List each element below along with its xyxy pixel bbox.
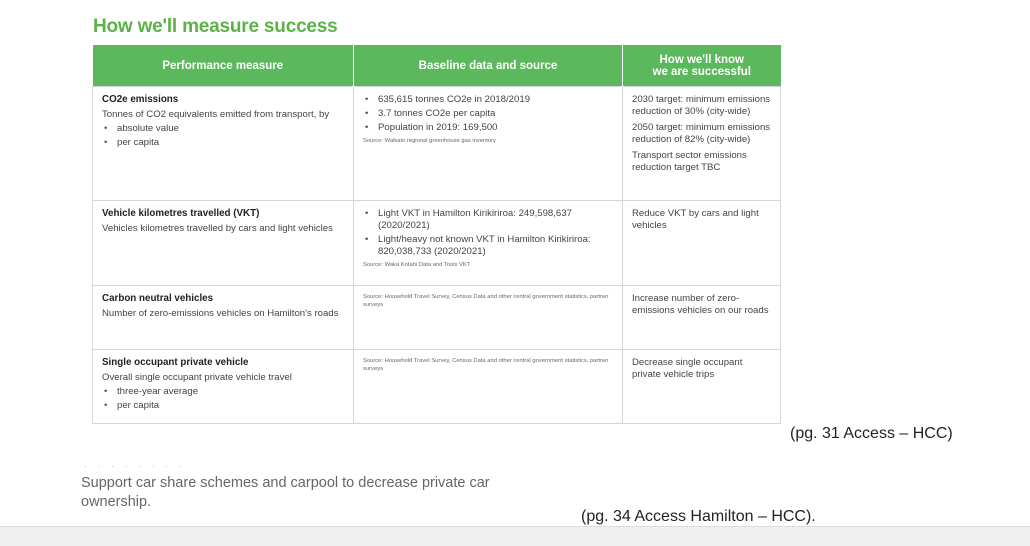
cropped-text-fragment: · · · · · · · · <box>84 461 186 471</box>
target-text: Increase number of zero-emissions vehicles on our roads <box>632 293 769 316</box>
baseline-bullet: • 635,615 tonnes CO2e in 2018/2019 <box>363 94 613 106</box>
baseline-bullet: • 3.7 tonnes CO2e per capita <box>363 108 613 120</box>
measure-bullet: • three-year average <box>102 386 344 398</box>
measure-bullet: • per capita <box>102 400 344 412</box>
header-how-we-know-line1: How we'll know <box>659 53 745 66</box>
target-cell <box>623 286 781 350</box>
page-reference-note: (pg. 31 Access – HCC) <box>790 425 953 442</box>
measure-cell <box>93 350 354 424</box>
table-row <box>93 201 781 286</box>
header-baseline-data: Baseline data and source <box>354 45 623 87</box>
baseline-source: Source: Waikato regional greenhouse gas inventory <box>363 138 496 144</box>
baseline-source: Source: Waka Kotahi Data and Tools VKT <box>363 262 471 268</box>
baseline-source: Source: Household Travel Survey, Census Data and other central government statistics, partner surveys <box>363 358 609 372</box>
target-cell <box>623 350 781 424</box>
baseline-cell <box>354 350 623 424</box>
baseline-bullet: • Population in 2019: 169,500 <box>363 122 613 134</box>
target-text: 2050 target: minimum emissions reduction of 82% (city-wide) <box>632 122 771 145</box>
measure-title: Single occupant private vehicle <box>102 357 249 368</box>
table-header-row <box>93 45 781 87</box>
baseline-cell <box>354 201 623 286</box>
target-text: Decrease single occupant private vehicle trips <box>632 357 743 380</box>
page-reference-note: (pg. 34 Access Hamilton – HCC). <box>581 508 816 525</box>
table-row <box>93 350 781 424</box>
baseline-cell <box>354 87 623 201</box>
page-title: How we'll measure success <box>93 16 338 37</box>
baseline-bullet: • Light VKT in Hamilton Kirikiriroa: 249,598,637 (2020/2021) <box>363 208 613 232</box>
measure-bullet: • absolute value <box>102 123 344 135</box>
measure-cell <box>93 286 354 350</box>
table-row <box>93 286 781 350</box>
measure-description: Number of zero-emissions vehicles on Hamilton's roads <box>102 308 339 319</box>
header-how-we-know <box>623 45 781 87</box>
target-text: 2030 target: minimum emissions reduction of 30% (city-wide) <box>632 94 771 117</box>
baseline-source: Source: Household Travel Survey, Census Data and other central government statistics, partner surveys <box>363 294 609 308</box>
measure-cell <box>93 87 354 201</box>
target-cell <box>623 201 781 286</box>
measure-bullet: • per capita <box>102 137 344 149</box>
action-statement: Support car share schemes and carpool to decrease private car ownership. <box>81 475 490 510</box>
measure-title: Carbon neutral vehicles <box>102 293 214 304</box>
measure-description: Vehicles kilometres travelled by cars and light vehicles <box>102 223 333 234</box>
measure-cell <box>93 201 354 286</box>
performance-table <box>92 45 781 424</box>
header-how-we-know-line2: we are successful <box>652 65 751 78</box>
target-cell <box>623 87 781 201</box>
target-text: Reduce VKT by cars and light vehicles <box>632 208 759 231</box>
target-text: Transport sector emissions reduction target TBC <box>632 150 747 173</box>
measure-description: Tonnes of CO2 equivalents emitted from transport, by <box>102 109 330 120</box>
footer-bar <box>0 526 1030 546</box>
header-performance-measure: Performance measure <box>93 45 354 87</box>
measure-title: Vehicle kilometres travelled (VKT) <box>102 208 260 219</box>
measure-title: CO2e emissions <box>102 94 179 105</box>
baseline-bullet: • Light/heavy not known VKT in Hamilton Kirikiriroa: 820,038,733 (2020/2021) <box>363 234 613 258</box>
table-row <box>93 87 781 201</box>
baseline-cell <box>354 286 623 350</box>
measure-description: Overall single occupant private vehicle travel <box>102 372 292 383</box>
